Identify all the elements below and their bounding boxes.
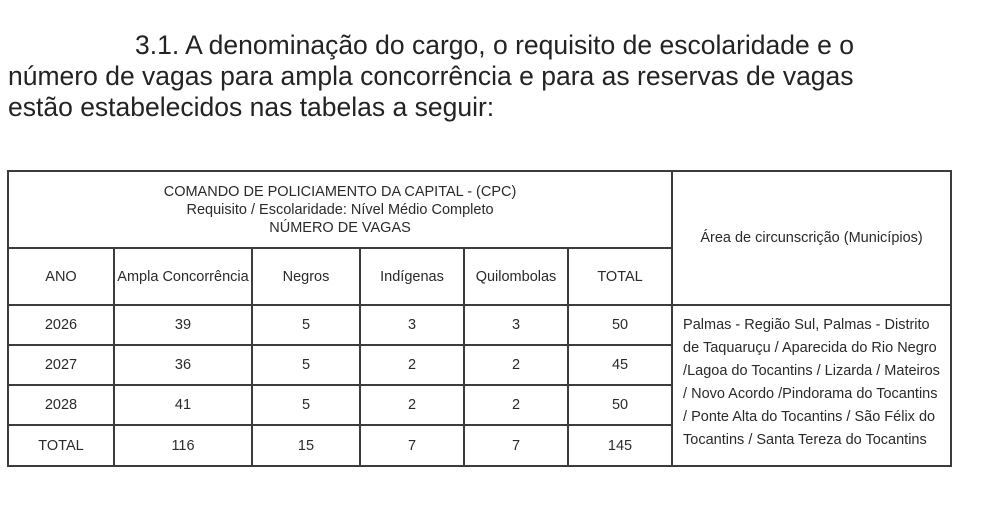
cell-indigenas: 2 xyxy=(360,385,464,425)
cell-ampla: 39 xyxy=(114,305,252,345)
area-line: de Taquaruçu / Aparecida do Rio Negro xyxy=(683,340,937,356)
cell-indigenas: 7 xyxy=(360,425,464,466)
cell-negros: 15 xyxy=(252,425,360,466)
area-line: /Lagoa do Tocantins / Lizarda / Mateiros xyxy=(683,363,940,379)
area-line: / Ponte Alta do Tocantins / São Félix do xyxy=(683,409,936,425)
cell-total: 50 xyxy=(568,305,672,345)
col-header-negros: Negros xyxy=(252,248,360,305)
cell-total: 145 xyxy=(568,425,672,466)
area-line: Palmas - Região Sul, Palmas - Distrito xyxy=(683,317,930,333)
cell-total: 50 xyxy=(568,385,672,425)
area-header: Área de circunscrição (Municípios) xyxy=(672,171,951,305)
cell-negros: 5 xyxy=(252,345,360,385)
cell-total: 45 xyxy=(568,345,672,385)
vacancies-table xyxy=(7,170,952,467)
table-title-cell xyxy=(8,171,672,248)
cell-ampla: 36 xyxy=(114,345,252,385)
col-header-total: TOTAL xyxy=(568,248,672,305)
paragraph-line: estão estabelecidos nas tabelas a seguir: xyxy=(8,92,495,122)
cell-indigenas: 3 xyxy=(360,305,464,345)
col-header-ampla-line2: Concorrência xyxy=(162,268,249,285)
cell-quilombolas: 7 xyxy=(464,425,568,466)
table-row xyxy=(8,305,951,345)
paragraph-line: 3.1. A denominação do cargo, o requisito de escolaridade e o xyxy=(135,30,854,60)
vacancies-heading: NÚMERO DE VAGAS xyxy=(269,219,411,236)
cell-quilombolas: 2 xyxy=(464,345,568,385)
table-title-row xyxy=(8,171,951,248)
col-header-indigenas: Indígenas xyxy=(360,248,464,305)
cell-ano: 2028 xyxy=(8,385,114,425)
col-header-ano: ANO xyxy=(8,248,114,305)
cell-ampla: 41 xyxy=(114,385,252,425)
col-header-quilombolas: Quilombolas xyxy=(464,248,568,305)
cell-ampla: 116 xyxy=(114,425,252,466)
cell-ano: 2026 xyxy=(8,305,114,345)
paragraph-line: número de vagas para ampla concorrência e para as reservas de vagas xyxy=(8,61,854,91)
cell-indigenas: 2 xyxy=(360,345,464,385)
cell-quilombolas: 3 xyxy=(464,305,568,345)
area-line: / Novo Acordo /Pindorama do Tocantins xyxy=(683,386,938,402)
col-header-ampla-line1: Ampla xyxy=(117,268,159,285)
intro-paragraph xyxy=(8,30,968,123)
col-header-ampla xyxy=(114,248,252,305)
cell-quilombolas: 2 xyxy=(464,385,568,425)
cell-negros: 5 xyxy=(252,305,360,345)
command-name: COMANDO DE POLICIAMENTO DA CAPITAL - (CPC) xyxy=(163,183,517,200)
area-line: Tocantins / Santa Tereza do Tocantins xyxy=(683,432,927,448)
education-requirement: Requisito / Escolaridade: Nível Médio Completo xyxy=(186,201,494,218)
cell-ano: TOTAL xyxy=(8,425,114,466)
cell-negros: 5 xyxy=(252,385,360,425)
cell-ano: 2027 xyxy=(8,345,114,385)
area-municipalities xyxy=(672,305,951,466)
